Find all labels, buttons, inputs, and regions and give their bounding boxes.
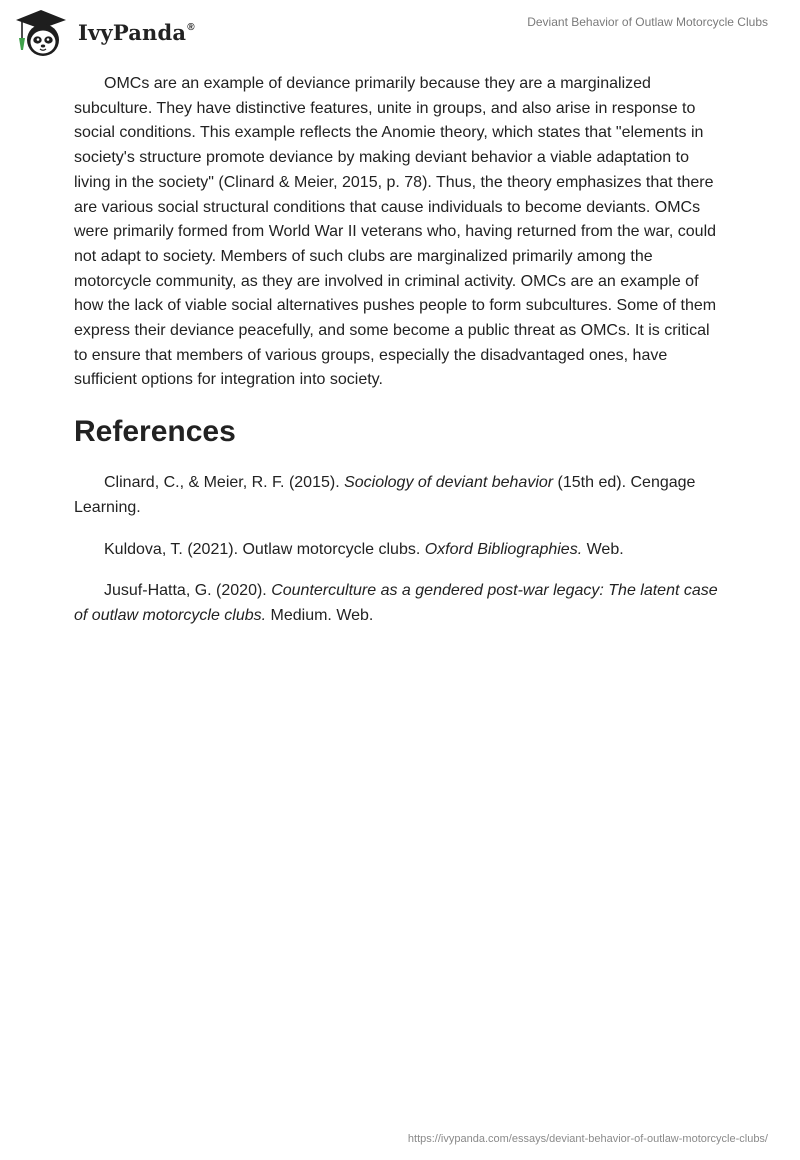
essay-content <box>74 72 726 646</box>
references-list <box>74 471 726 629</box>
reference-authors: Kuldova, T. (2021). Outlaw motorcycle clubs. <box>104 540 425 558</box>
reference-title: Sociology of deviant behavior <box>344 474 554 492</box>
ivypanda-logo-icon[interactable] <box>14 8 68 58</box>
page-header <box>0 0 800 60</box>
reference-item <box>74 538 726 563</box>
reference-title: Counterculture as a gendered post-war legacy: The latent case of outlaw motorcycle clubs. <box>74 582 718 624</box>
reference-authors: Jusuf-Hatta, G. (2020). <box>104 582 272 600</box>
brand-name: IvyPanda <box>78 20 187 45</box>
reference-details: (15th ed). Cengage Learning. <box>74 474 696 516</box>
reference-details: Web. <box>582 540 624 558</box>
reference-details: Medium. Web. <box>266 606 374 624</box>
reference-authors: Clinard, C., & Meier, R. F. (2015). <box>104 474 345 492</box>
source-url-link[interactable]: https://ivypanda.com/essays/deviant-behavior-of-outlaw-motorcycle-clubs/ <box>407 1133 768 1145</box>
reference-item <box>74 579 726 628</box>
brand-wordmark[interactable] <box>78 20 195 45</box>
body-paragraph: OMCs are an example of deviance primarily because they are a marginalized subculture. They have distinctive features, unite in groups, and also arise in response to social conditions. This example reflects the Anomie theory, which states that "elements in society's structure promote deviance by making deviant behavior a viable adaptation to living in the society" (Clinard & Meier, 2015, p. 78). Thus, the theory emphasizes that there are various social structural conditions that cause individuals to become deviants. OMCs were primarily formed from World War II veterans who, having returned from the war, could not adapt to society. Members of such clubs are marginalized primarily among the motorcycle community, as they are involved in criminal activity. OMCs are an example of how the lack of viable social alternatives pushes people to form subcultures. Some of them express their deviance peacefully, and some become a public threat as OMCs. It is critical to ensure that members of various groups, especially the disadvantaged ones, have sufficient options for integration into society. <box>74 75 717 389</box>
reference-item <box>74 471 726 520</box>
reference-title: Oxford Bibliographies. <box>424 540 583 558</box>
registered-mark: ® <box>187 22 195 33</box>
running-title: Deviant Behavior of Outlaw Motorcycle Clubs <box>527 15 768 29</box>
references-heading: References <box>74 415 236 449</box>
